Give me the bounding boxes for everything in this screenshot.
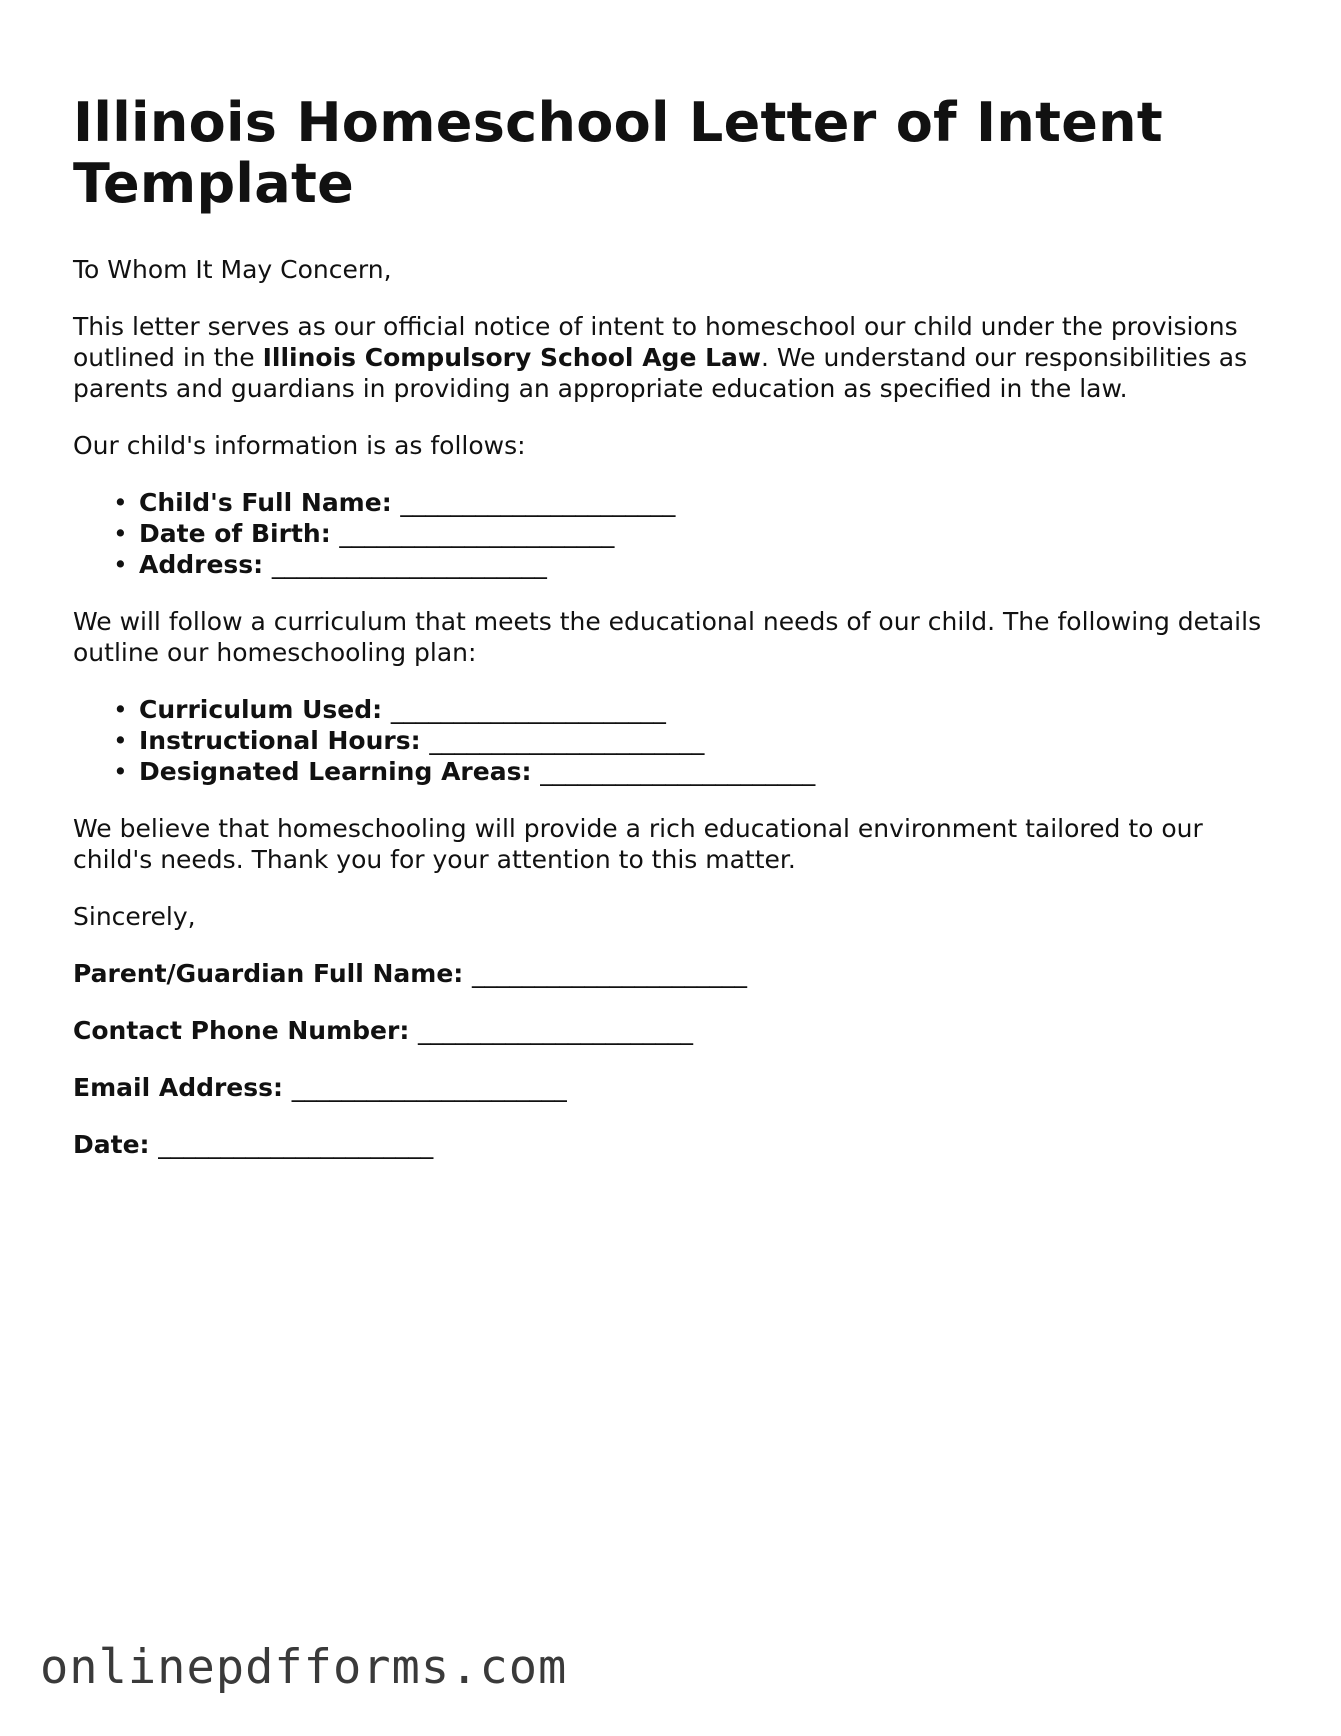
bullet-icon: • bbox=[113, 519, 128, 548]
field-label: Address: bbox=[139, 550, 264, 579]
field-label: Child's Full Name: bbox=[139, 488, 392, 517]
date-field bbox=[73, 1129, 1273, 1160]
fill-in-blank[interactable]: ______________________ bbox=[158, 1130, 434, 1159]
email-address-field bbox=[73, 1072, 1273, 1103]
intro-text-before: This letter serves as our official notice of intent to homeschool our child under the provisions outlined in the bbox=[73, 312, 1238, 372]
fill-in-blank[interactable]: ______________________ bbox=[418, 1016, 694, 1045]
watermark: onlinepdfforms.com bbox=[40, 1640, 568, 1695]
field-label: Date: bbox=[73, 1130, 150, 1159]
learning-areas-field bbox=[113, 756, 1273, 787]
curriculum-lead: We will follow a curriculum that meets the educational needs of our child. The following details outline our homeschooling plan: bbox=[73, 607, 1262, 667]
page-title: Illinois Homeschool Letter of Intent Template bbox=[73, 91, 1164, 215]
child-info-lead: Our child's information is as follows: bbox=[73, 431, 526, 460]
sign-off: Sincerely, bbox=[73, 902, 196, 931]
phone-number-field bbox=[73, 1015, 1273, 1046]
field-label: Parent/Guardian Full Name: bbox=[73, 959, 464, 988]
fill-in-blank[interactable]: ______________________ bbox=[390, 695, 666, 724]
fill-in-blank[interactable]: ______________________ bbox=[400, 488, 676, 517]
bullet-icon: • bbox=[113, 757, 128, 786]
field-label: Email Address: bbox=[73, 1073, 284, 1102]
field-label: Instructional Hours: bbox=[139, 726, 421, 755]
plan-list bbox=[73, 694, 1273, 787]
parent-name-field bbox=[73, 958, 1273, 989]
bullet-icon: • bbox=[113, 488, 128, 517]
bullet-icon: • bbox=[113, 695, 128, 724]
fill-in-blank[interactable]: ______________________ bbox=[339, 519, 615, 548]
child-name-field bbox=[113, 487, 1273, 518]
field-label: Designated Learning Areas: bbox=[139, 757, 532, 786]
bullet-icon: • bbox=[113, 726, 128, 755]
closing-paragraph: We believe that homeschooling will provide a rich educational environment tailored to our child's needs. Thank you for your attention to this matter. bbox=[73, 814, 1203, 874]
field-label: Curriculum Used: bbox=[139, 695, 383, 724]
intro-paragraph bbox=[73, 311, 1273, 404]
fill-in-blank[interactable]: ______________________ bbox=[271, 550, 547, 579]
address-field bbox=[113, 549, 1273, 580]
fill-in-blank[interactable]: ______________________ bbox=[472, 959, 748, 988]
law-name: Illinois Compulsory School Age Law bbox=[262, 343, 761, 372]
curriculum-used-field bbox=[113, 694, 1273, 725]
fill-in-blank[interactable]: ______________________ bbox=[540, 757, 816, 786]
child-info-list bbox=[73, 487, 1273, 580]
intro-text-after: . We understand our responsibilities as parents and guardians in providing an appropriate education as specified in the law. bbox=[73, 343, 1248, 403]
date-of-birth-field bbox=[113, 518, 1273, 549]
letter-page bbox=[73, 92, 1273, 1186]
field-label: Contact Phone Number: bbox=[73, 1016, 410, 1045]
instructional-hours-field bbox=[113, 725, 1273, 756]
fill-in-blank[interactable]: ______________________ bbox=[291, 1073, 567, 1102]
bullet-icon: • bbox=[113, 550, 128, 579]
greeting: To Whom It May Concern, bbox=[73, 255, 392, 284]
field-label: Date of Birth: bbox=[139, 519, 331, 548]
fill-in-blank[interactable]: ______________________ bbox=[429, 726, 705, 755]
